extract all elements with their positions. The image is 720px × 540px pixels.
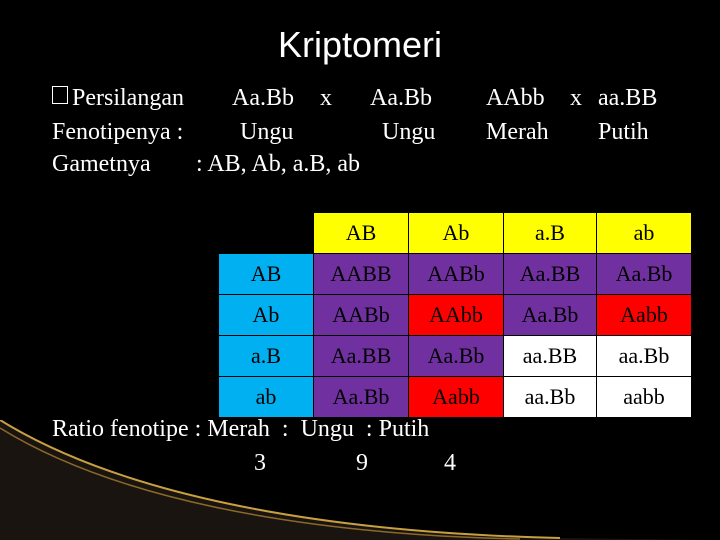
cross-symbol-2: x [570, 85, 582, 111]
genotype-cell: Aa.Bb [597, 254, 692, 295]
table-header-row [219, 213, 692, 254]
swoosh-fill [0, 420, 720, 540]
genotype-cell: AAbb [409, 295, 504, 336]
parent-2: Aa.Bb [370, 85, 432, 111]
ratio-merah: 3 [254, 450, 266, 476]
parent-3: AAbb [486, 85, 545, 111]
decorative-swoosh [0, 420, 720, 540]
phenotype-2: Ungu [382, 119, 436, 145]
genotype-cell: Aabb [409, 377, 504, 418]
parent-1: Aa.Bb [232, 85, 294, 111]
header-cell: AB [314, 213, 409, 254]
table-row [219, 377, 692, 418]
genotype-cell: Aa.BB [504, 254, 597, 295]
row-label-cell: ab [219, 377, 314, 418]
genotype-cell: aabb [597, 377, 692, 418]
genotype-cell: AABb [409, 254, 504, 295]
row-label-cell: a.B [219, 336, 314, 377]
row-label-cell: AB [219, 254, 314, 295]
header-cell: ab [597, 213, 692, 254]
ratio-ungu: 9 [356, 450, 368, 476]
table-row [219, 254, 692, 295]
row-label-cell: Ab [219, 295, 314, 336]
slide-title: Kriptomeri [277, 24, 443, 65]
table-row [219, 295, 692, 336]
table-row [219, 336, 692, 377]
genotype-cell: Aabb [597, 295, 692, 336]
genotype-cell: AABB [314, 254, 409, 295]
header-cell: Ab [409, 213, 504, 254]
phenotype-3: Merah [486, 119, 549, 145]
genotype-cell: AABb [314, 295, 409, 336]
gamete-values: : AB, Ab, a.B, ab [196, 151, 361, 177]
header-cell: a.B [504, 213, 597, 254]
bullet-box-icon [52, 86, 68, 104]
punnett-square [218, 212, 692, 418]
phenotype-4: Putih [598, 119, 649, 145]
genotype-cell: Aa.Bb [314, 377, 409, 418]
genotype-cell: aa.Bb [597, 336, 692, 377]
genotype-cell: Aa.Bb [504, 295, 597, 336]
phenotype-label: Fenotipenya : [52, 119, 184, 145]
header-blank-cell [219, 213, 314, 254]
genotype-cell: Aa.BB [314, 336, 409, 377]
cross-symbol-1: x [320, 85, 332, 111]
genotype-cell: Aa.Bb [409, 336, 504, 377]
genotype-cell: aa.BB [504, 336, 597, 377]
genotype-cell: aa.Bb [504, 377, 597, 418]
parent-4: aa.BB [598, 85, 658, 111]
gamete-label: Gametnya [52, 151, 151, 177]
phenotype-1: Ungu [240, 119, 294, 145]
phenotype-ratio-label: Ratio fenotipe : Merah : Ungu : Putih [52, 416, 430, 442]
cross-label: Persilangan [72, 85, 184, 111]
ratio-putih: 4 [444, 450, 456, 476]
